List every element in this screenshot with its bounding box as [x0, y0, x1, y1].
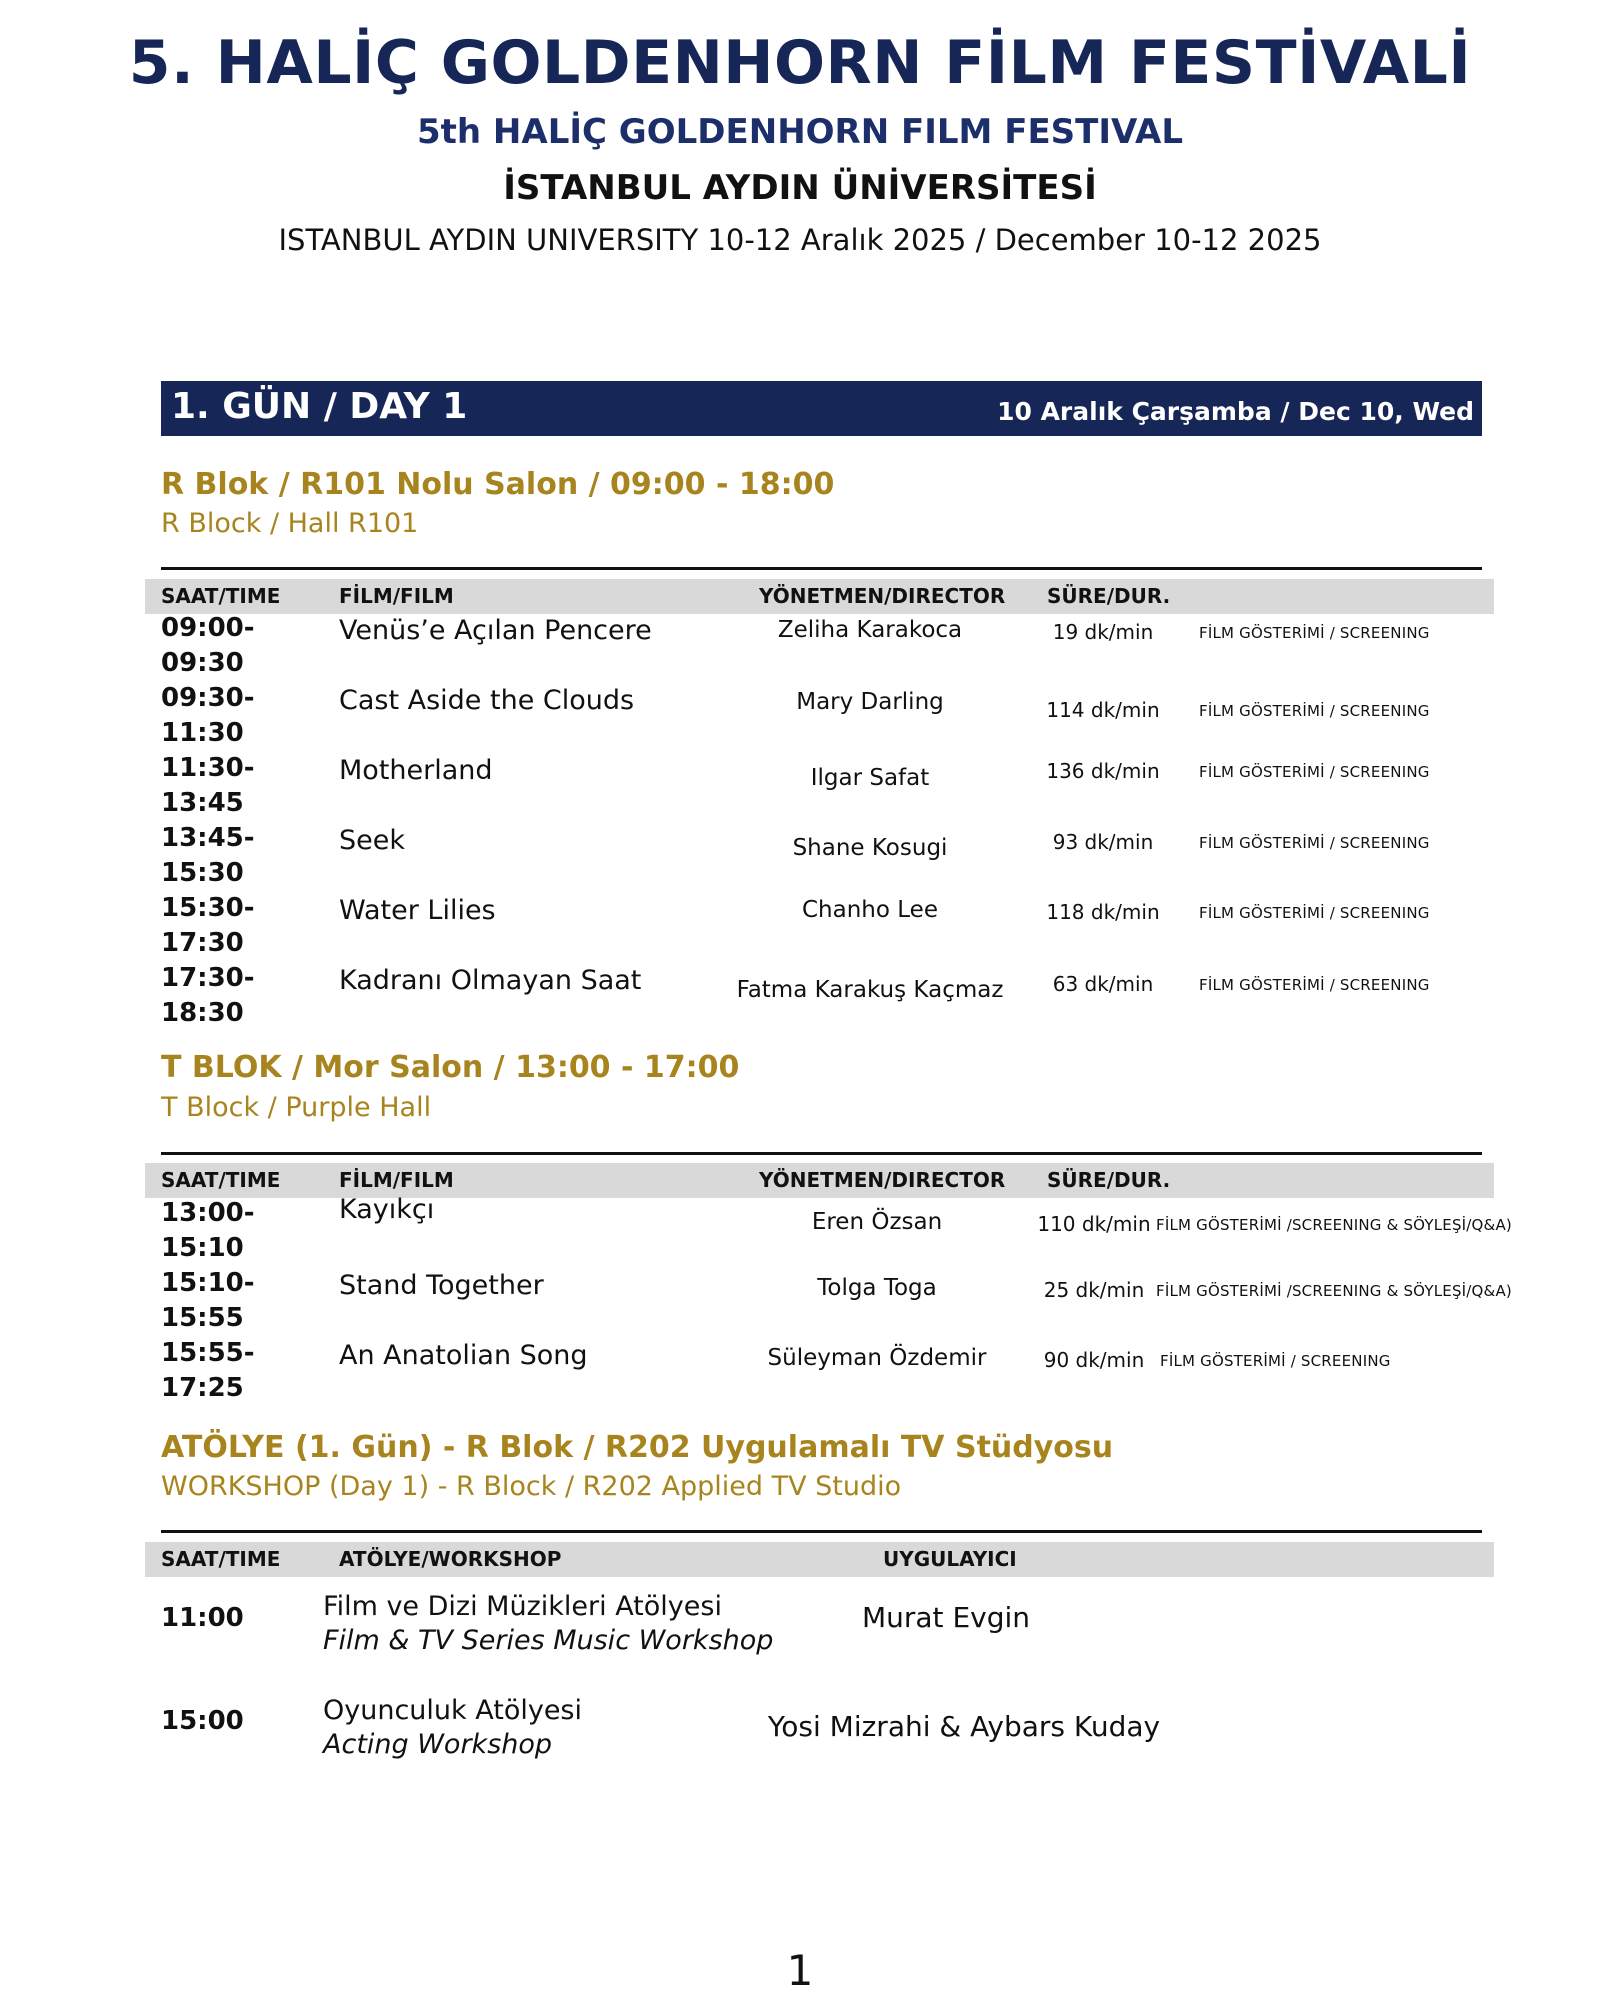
- event-type: FİLM GÖSTERİMİ / SCREENING: [1199, 763, 1430, 781]
- workshop-table-header: [145, 1542, 1494, 1577]
- duration: 25 dk/min: [1043, 1278, 1145, 1302]
- director: Süleyman Özdemir: [767, 1345, 987, 1371]
- duration: 114 dk/min: [1046, 698, 1160, 722]
- film-title: Venüs’e Açılan Pencere: [339, 615, 652, 646]
- col-duration: SÜRE/DUR.: [1047, 1168, 1171, 1192]
- col-time: SAAT/TIME: [161, 584, 281, 608]
- event-type: FİLM GÖSTERİMİ / SCREENING: [1199, 904, 1430, 922]
- section-title: R Blok / R101 Nolu Salon / 09:00 - 18:00: [161, 467, 835, 502]
- university-dates: ISTANBUL AYDIN UNIVERSITY 10-12 Aralık 2025 / December 10-12 2025: [278, 223, 1322, 257]
- section-title: T BLOK / Mor Salon / 13:00 - 17:00: [161, 1050, 740, 1085]
- divider: [161, 1530, 1482, 1533]
- film-title: Kayıkçı: [339, 1194, 435, 1225]
- col-film: FİLM/FILM: [339, 584, 454, 608]
- time-end: 17:30: [161, 928, 244, 958]
- director: Chanho Lee: [802, 897, 938, 923]
- event-type: FİLM GÖSTERİMİ / SCREENING: [1199, 834, 1430, 852]
- duration: 110 dk/min: [1037, 1212, 1151, 1236]
- workshop-subtitle: WORKSHOP (Day 1) - R Block / R202 Applied TV Studio: [161, 1471, 902, 1502]
- event-type: FİLM GÖSTERİMİ /SCREENING & SÖYLEŞİ/Q&A): [1156, 1216, 1512, 1234]
- university-name: İSTANBUL AYDIN ÜNİVERSİTESİ: [503, 168, 1097, 208]
- director: Tolga Toga: [817, 1275, 937, 1301]
- workshop-time: 11:00: [161, 1603, 244, 1633]
- film-title: Motherland: [339, 755, 493, 786]
- time-start: 15:55-: [161, 1338, 255, 1368]
- col-instructor: UYGULAYICI: [883, 1547, 1017, 1571]
- table-header: [145, 579, 1494, 614]
- time-end: 15:10: [161, 1233, 244, 1263]
- col-workshop: ATÖLYE/WORKSHOP: [339, 1547, 562, 1571]
- divider: [161, 1152, 1482, 1155]
- film-title: An Anatolian Song: [339, 1340, 588, 1371]
- film-title: Cast Aside the Clouds: [339, 685, 635, 716]
- divider: [161, 567, 1482, 570]
- duration: 118 dk/min: [1046, 900, 1160, 924]
- time-start: 11:30-: [161, 753, 255, 783]
- time-end: 17:25: [161, 1373, 244, 1403]
- duration: 63 dk/min: [1052, 972, 1154, 996]
- director: Eren Özsan: [811, 1209, 943, 1235]
- director: Ilgar Safat: [810, 765, 930, 791]
- festival-subtitle-en: 5th HALİÇ GOLDENHORN FILM FESTIVAL: [416, 112, 1183, 152]
- event-type: FİLM GÖSTERİMİ / SCREENING: [1199, 702, 1430, 720]
- duration: 93 dk/min: [1052, 830, 1154, 854]
- time-end: 09:30: [161, 648, 244, 678]
- col-director: YÖNETMEN/DIRECTOR: [759, 584, 1006, 608]
- event-type: FİLM GÖSTERİMİ / SCREENING: [1160, 1352, 1391, 1370]
- duration: 90 dk/min: [1043, 1348, 1145, 1372]
- workshop-time: 15:00: [161, 1706, 244, 1736]
- col-time: SAAT/TIME: [161, 1547, 281, 1571]
- time-end: 11:30: [161, 718, 244, 748]
- col-director: YÖNETMEN/DIRECTOR: [759, 1168, 1006, 1192]
- event-type: FİLM GÖSTERİMİ / SCREENING: [1199, 624, 1430, 642]
- time-start: 15:30-: [161, 893, 255, 923]
- time-start: 13:45-: [161, 823, 255, 853]
- day-banner: [161, 381, 1482, 436]
- time-end: 13:45: [161, 788, 244, 818]
- event-type: FİLM GÖSTERİMİ / SCREENING: [1199, 976, 1430, 994]
- col-duration: SÜRE/DUR.: [1047, 584, 1171, 608]
- time-start: 17:30-: [161, 963, 255, 993]
- day-label: 1. GÜN / DAY 1: [171, 386, 468, 427]
- time-end: 18:30: [161, 998, 244, 1028]
- day-date: 10 Aralık Çarşamba / Dec 10, Wed: [997, 397, 1474, 426]
- time-start: 09:00-: [161, 613, 255, 643]
- page-number: 1: [786, 1946, 814, 1995]
- workshop-name-tr: Film ve Dizi Müzikleri Atölyesi: [323, 1591, 722, 1622]
- film-title: Seek: [339, 825, 405, 856]
- director: Shane Kosugi: [792, 835, 948, 861]
- film-title: Kadranı Olmayan Saat: [339, 965, 642, 996]
- film-title: Stand Together: [339, 1270, 544, 1301]
- director: Mary Darling: [796, 689, 944, 715]
- section-subtitle: R Block / Hall R101: [161, 508, 419, 539]
- time-start: 09:30-: [161, 683, 255, 713]
- time-start: 13:00-: [161, 1198, 255, 1228]
- duration: 19 dk/min: [1052, 620, 1154, 644]
- workshop-name-en: Acting Workshop: [323, 1729, 553, 1760]
- workshop-title: ATÖLYE (1. Gün) - R Blok / R202 Uygulamalı TV Stüdyosu: [161, 1430, 1114, 1465]
- col-film: FİLM/FILM: [339, 1168, 454, 1192]
- workshop-name-tr: Oyunculuk Atölyesi: [323, 1695, 583, 1726]
- festival-title: 5. HALİÇ GOLDENHORN FİLM FESTİVALİ: [128, 28, 1472, 98]
- event-type: FİLM GÖSTERİMİ /SCREENING & SÖYLEŞİ/Q&A): [1156, 1282, 1512, 1300]
- time-start: 15:10-: [161, 1268, 255, 1298]
- table-header: [145, 1163, 1494, 1198]
- time-end: 15:55: [161, 1303, 244, 1333]
- section-subtitle: T Block / Purple Hall: [161, 1092, 432, 1123]
- workshop-name-en: Film & TV Series Music Workshop: [323, 1625, 774, 1656]
- time-end: 15:30: [161, 858, 244, 888]
- film-title: Water Lilies: [339, 895, 496, 926]
- duration: 136 dk/min: [1046, 759, 1160, 783]
- director: Fatma Karakuş Kaçmaz: [736, 977, 1004, 1003]
- director: Zeliha Karakoca: [777, 617, 963, 643]
- workshop-name: [323, 1694, 582, 1762]
- workshop-instructor: Murat Evgin: [861, 1601, 1030, 1634]
- col-time: SAAT/TIME: [161, 1168, 281, 1192]
- workshop-instructor: Yosi Mizrahi & Aybars Kuday: [767, 1710, 1161, 1743]
